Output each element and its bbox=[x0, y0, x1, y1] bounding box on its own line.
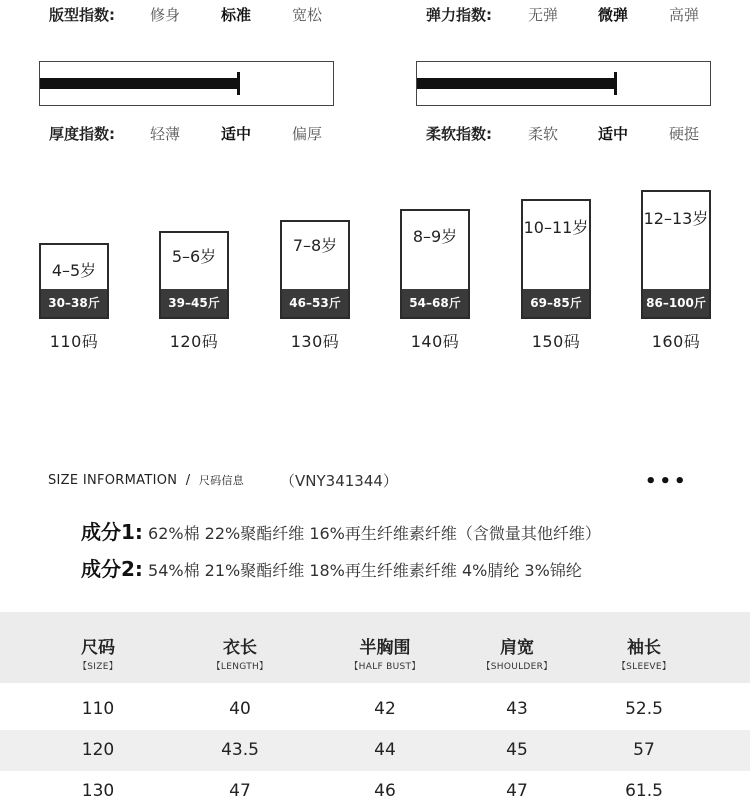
size-table-header bbox=[0, 612, 750, 683]
cell-length: 43.5 bbox=[221, 740, 259, 760]
fit-index-bar bbox=[39, 61, 334, 106]
thickness-option-thick: 偏厚 bbox=[292, 125, 323, 143]
header-half-bust: 半胸围 bbox=[359, 638, 411, 658]
softness-option-stiff: 硬挺 bbox=[669, 125, 700, 143]
age-box-120 bbox=[159, 231, 229, 319]
fit-index-label: 版型指数: bbox=[49, 6, 115, 24]
cell-shoulder: 43 bbox=[506, 699, 528, 719]
age-box-110 bbox=[39, 243, 109, 319]
fit-option-standard: 标准 bbox=[221, 6, 252, 24]
cell-length: 40 bbox=[229, 699, 251, 719]
age-range: 12–13岁 bbox=[643, 209, 709, 228]
header-sleeve-en: 【SLEEVE】 bbox=[616, 662, 672, 672]
elasticity-index-label: 弹力指数: bbox=[426, 6, 492, 24]
elasticity-index-marker bbox=[614, 72, 617, 95]
age-box-160 bbox=[641, 190, 711, 319]
cell-size: 130 bbox=[81, 781, 115, 801]
header-length-en: 【LENGTH】 bbox=[211, 662, 269, 672]
weight-range: 54–68斤 bbox=[402, 289, 468, 317]
size-code-150: 150码 bbox=[531, 332, 581, 351]
cell-size: 110 bbox=[81, 699, 115, 719]
thickness-option-thin: 轻薄 bbox=[150, 125, 181, 143]
cell-length: 47 bbox=[229, 781, 251, 801]
header-size: 尺码 bbox=[81, 638, 115, 658]
size-info-title-cn: 尺码信息 bbox=[198, 474, 245, 487]
size-code-110: 110码 bbox=[49, 332, 99, 351]
fit-index-marker bbox=[237, 72, 240, 95]
size-code-140: 140码 bbox=[410, 332, 460, 351]
age-range: 5–6岁 bbox=[171, 247, 217, 266]
header-sleeve: 袖长 bbox=[627, 638, 661, 658]
weight-range: 69–85斤 bbox=[523, 289, 589, 317]
age-range: 7–8岁 bbox=[292, 236, 338, 255]
sku-code: （VNY341344） bbox=[280, 472, 398, 490]
cell-half-bust: 46 bbox=[374, 781, 396, 801]
elasticity-option-none: 无弹 bbox=[528, 6, 559, 24]
table-row bbox=[0, 730, 750, 771]
size-code-130: 130码 bbox=[290, 332, 340, 351]
elasticity-option-high: 高弹 bbox=[669, 6, 700, 24]
age-box-150 bbox=[521, 199, 591, 319]
age-box-140 bbox=[400, 209, 470, 319]
elasticity-option-slight: 微弹 bbox=[598, 6, 629, 24]
fit-option-loose: 宽松 bbox=[292, 6, 323, 24]
size-info-separator: / bbox=[185, 473, 191, 488]
composition-1 bbox=[81, 516, 601, 545]
composition-1-text: 62%棉 22%聚酯纤维 16%再生纤维素纤维（含微量其他纤维） bbox=[148, 524, 601, 543]
age-range: 4–5岁 bbox=[51, 261, 97, 280]
table-row bbox=[0, 771, 750, 812]
softness-option-soft: 柔软 bbox=[528, 125, 559, 143]
composition-2-text: 54%棉 21%聚酯纤维 18%再生纤维素纤维 4%腈纶 3%锦纶 bbox=[148, 561, 582, 580]
softness-index-label: 柔软指数: bbox=[426, 125, 492, 143]
fit-option-slim: 修身 bbox=[150, 6, 181, 24]
age-range: 8–9岁 bbox=[412, 227, 458, 246]
weight-range: 86–100斤 bbox=[643, 289, 709, 317]
table-row bbox=[0, 689, 750, 730]
weight-range: 39–45斤 bbox=[161, 289, 227, 317]
header-size-en: 【SIZE】 bbox=[77, 662, 119, 672]
size-info-title bbox=[48, 472, 244, 488]
fit-index-fill bbox=[40, 78, 239, 89]
age-range: 10–11岁 bbox=[523, 218, 589, 237]
cell-size: 120 bbox=[81, 740, 115, 760]
cell-half-bust: 42 bbox=[374, 699, 396, 719]
elasticity-index-fill bbox=[417, 78, 616, 89]
composition-2-label: 成分2: bbox=[81, 557, 143, 581]
header-half-bust-en: 【HALF BUST】 bbox=[349, 662, 421, 672]
age-box-130 bbox=[280, 220, 350, 319]
thickness-option-medium: 适中 bbox=[221, 125, 252, 143]
composition-2 bbox=[81, 553, 582, 582]
weight-range: 30–38斤 bbox=[41, 289, 107, 317]
header-shoulder-en: 【SHOULDER】 bbox=[481, 662, 553, 672]
elasticity-index-bar bbox=[416, 61, 711, 106]
cell-sleeve: 61.5 bbox=[625, 781, 663, 801]
header-length: 衣长 bbox=[223, 638, 257, 658]
cell-half-bust: 44 bbox=[374, 740, 396, 760]
size-code-160: 160码 bbox=[651, 332, 701, 351]
thickness-index-label: 厚度指数: bbox=[49, 125, 115, 143]
size-code-120: 120码 bbox=[169, 332, 219, 351]
composition-1-label: 成分1: bbox=[81, 520, 143, 544]
header-shoulder: 肩宽 bbox=[500, 638, 534, 658]
size-info-title-en: SIZE INFORMATION bbox=[48, 473, 178, 488]
cell-shoulder: 45 bbox=[506, 740, 528, 760]
weight-range: 46–53斤 bbox=[282, 289, 348, 317]
cell-sleeve: 57 bbox=[633, 740, 655, 760]
cell-shoulder: 47 bbox=[506, 781, 528, 801]
more-icon[interactable]: ••• bbox=[645, 471, 689, 492]
softness-option-medium: 适中 bbox=[598, 125, 629, 143]
cell-sleeve: 52.5 bbox=[625, 699, 663, 719]
